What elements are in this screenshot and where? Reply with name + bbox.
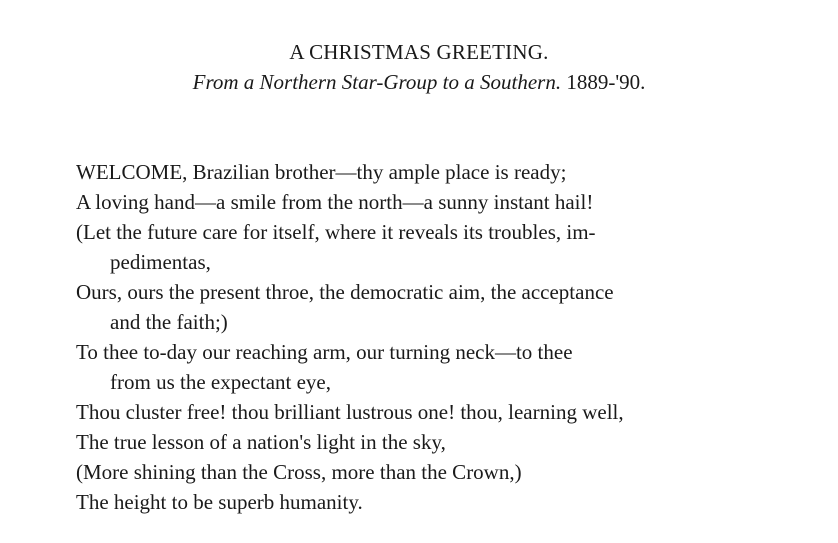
- poem-subtitle: [0, 68, 838, 96]
- poem-line: Thou cluster free! thou brilliant lustrous one! thou, learning well,: [76, 400, 624, 424]
- poem-line-continuation: and the faith;): [110, 310, 228, 334]
- poem-line: A loving hand—a smile from the north—a sunny instant hail!: [76, 190, 594, 214]
- poem-line: (More shining than the Cross, more than the Crown,): [76, 460, 522, 484]
- poem-line-continuation: pedimentas,: [110, 250, 211, 274]
- subtitle-dedication: From a Northern Star-Group to a Southern.: [192, 70, 562, 94]
- poem-line-continuation: from us the expectant eye,: [110, 370, 331, 394]
- poem-line: The height to be superb humanity.: [76, 490, 363, 514]
- poem-line: WELCOME, Brazilian brother—thy ample place is ready;: [76, 160, 567, 184]
- subtitle-date: 1889-'90.: [561, 70, 646, 94]
- poem-body: [76, 157, 816, 517]
- poem-line: The true lesson of a nation's light in the sky,: [76, 430, 446, 454]
- poem-line: Ours, ours the present throe, the democratic aim, the acceptance: [76, 280, 614, 304]
- poem-line: (Let the future care for itself, where it reveals its troubles, im-: [76, 220, 596, 244]
- poem-title: A CHRISTMAS GREETING.: [289, 40, 549, 64]
- poem-line: To thee to-day our reaching arm, our turning neck—to thee: [76, 340, 573, 364]
